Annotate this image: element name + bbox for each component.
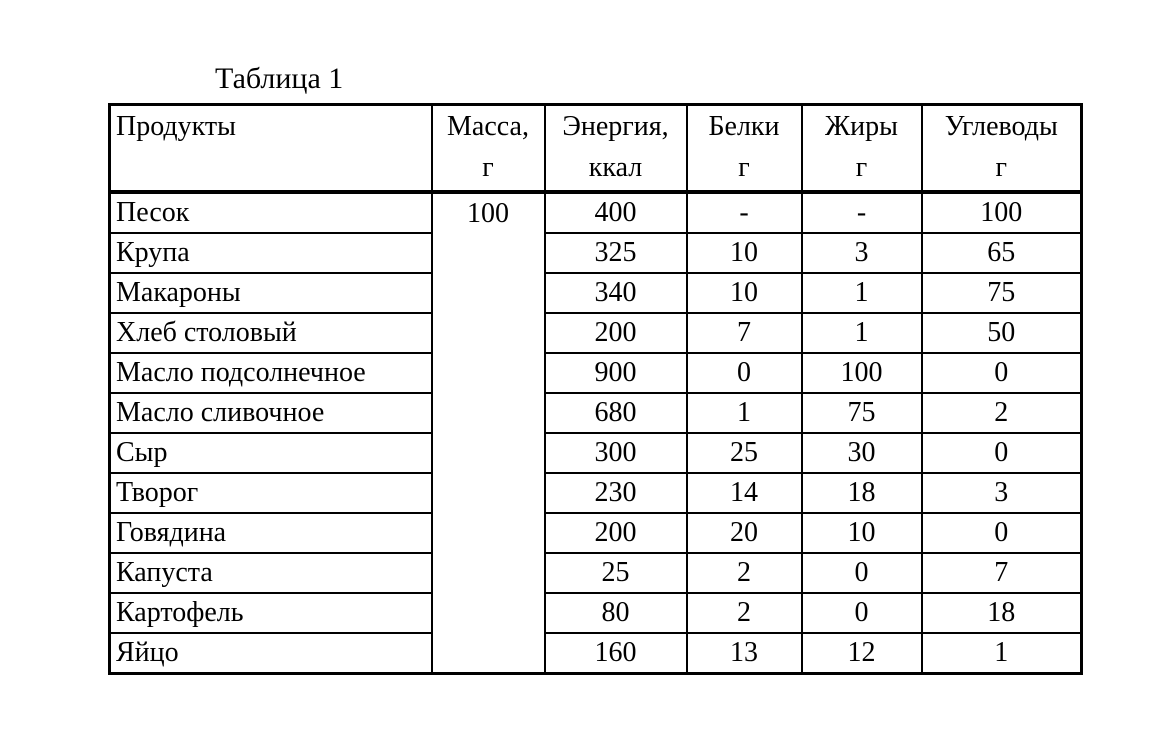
- cell-fat: 3: [802, 233, 922, 273]
- cell-fat: 0: [802, 593, 922, 633]
- cell-energy: 340: [545, 273, 687, 313]
- table-header: [110, 105, 1082, 193]
- cell-carbs: 18: [922, 593, 1082, 633]
- header-product: [110, 105, 432, 193]
- cell-protein: 13: [687, 633, 802, 674]
- header-carbs-line2: г: [995, 152, 1007, 183]
- header-fat: [802, 105, 922, 193]
- header-energy-line1: Энергия,: [562, 111, 669, 142]
- cell-energy: 230: [545, 473, 687, 513]
- cell-product: Картофель: [110, 593, 432, 633]
- header-mass-line2: г: [482, 152, 494, 183]
- cell-energy: 400: [545, 192, 687, 233]
- cell-carbs: 50: [922, 313, 1082, 353]
- cell-energy: 680: [545, 393, 687, 433]
- header-energy: [545, 105, 687, 193]
- cell-protein: 10: [687, 233, 802, 273]
- cell-product: Песок: [110, 192, 432, 233]
- cell-energy: 200: [545, 313, 687, 353]
- cell-product: Капуста: [110, 553, 432, 593]
- cell-product: Творог: [110, 473, 432, 513]
- cell-fat: 30: [802, 433, 922, 473]
- cell-protein: 0: [687, 353, 802, 393]
- table-row: [110, 393, 1082, 433]
- cell-carbs: 7: [922, 553, 1082, 593]
- cell-fat: 100: [802, 353, 922, 393]
- cell-energy: 300: [545, 433, 687, 473]
- table-row: [110, 513, 1082, 553]
- cell-protein: 20: [687, 513, 802, 553]
- header-fat-line2: г: [855, 152, 868, 183]
- cell-energy: 325: [545, 233, 687, 273]
- cell-mass-merged: 100: [432, 192, 545, 674]
- cell-carbs: 1: [922, 633, 1082, 674]
- cell-product: Хлеб столовый: [110, 313, 432, 353]
- cell-energy: 900: [545, 353, 687, 393]
- cell-carbs: 0: [922, 513, 1082, 553]
- cell-protein: 2: [687, 553, 802, 593]
- header-energy-line2: ккал: [588, 152, 643, 183]
- table-row: [110, 593, 1082, 633]
- cell-fat: 18: [802, 473, 922, 513]
- header-mass: [432, 105, 545, 193]
- cell-carbs: 65: [922, 233, 1082, 273]
- header-carbs: [922, 105, 1082, 193]
- cell-carbs: 75: [922, 273, 1082, 313]
- cell-product: Масло подсолнечное: [110, 353, 432, 393]
- header-mass-line1: Масса,: [447, 111, 529, 142]
- cell-fat: 0: [802, 553, 922, 593]
- header-protein-line1: Белки: [708, 111, 780, 142]
- table-row: [110, 273, 1082, 313]
- cell-protein: 10: [687, 273, 802, 313]
- cell-product: Говядина: [110, 513, 432, 553]
- cell-product: Яйцо: [110, 633, 432, 674]
- header-carbs-line1: Углеводы: [944, 111, 1058, 142]
- cell-carbs: 3: [922, 473, 1082, 513]
- cell-energy: 25: [545, 553, 687, 593]
- table-row: [110, 553, 1082, 593]
- header-row: [110, 105, 1082, 193]
- cell-fat: -: [802, 192, 922, 233]
- nutrition-table: [108, 103, 1083, 675]
- table-body: [110, 192, 1082, 674]
- cell-protein: 25: [687, 433, 802, 473]
- table-row: [110, 233, 1082, 273]
- header-protein: [687, 105, 802, 193]
- cell-product: Крупа: [110, 233, 432, 273]
- cell-fat: 1: [802, 273, 922, 313]
- cell-energy: 80: [545, 593, 687, 633]
- table-row: [110, 473, 1082, 513]
- table-title: Таблица 1: [215, 62, 344, 95]
- cell-energy: 160: [545, 633, 687, 674]
- cell-fat: 10: [802, 513, 922, 553]
- table-row: [110, 433, 1082, 473]
- table-row: [110, 192, 1082, 233]
- cell-product: Макароны: [110, 273, 432, 313]
- table-row: [110, 313, 1082, 353]
- header-product-line1: Продукты: [116, 111, 236, 142]
- cell-protein: 14: [687, 473, 802, 513]
- cell-protein: 2: [687, 593, 802, 633]
- cell-protein: -: [687, 192, 802, 233]
- cell-energy: 200: [545, 513, 687, 553]
- cell-carbs: 0: [922, 353, 1082, 393]
- cell-fat: 75: [802, 393, 922, 433]
- cell-protein: 7: [687, 313, 802, 353]
- cell-product: Сыр: [110, 433, 432, 473]
- cell-fat: 12: [802, 633, 922, 674]
- cell-carbs: 100: [922, 192, 1082, 233]
- cell-fat: 1: [802, 313, 922, 353]
- table-row: [110, 633, 1082, 674]
- cell-carbs: 2: [922, 393, 1082, 433]
- cell-carbs: 0: [922, 433, 1082, 473]
- header-protein-line2: г: [738, 152, 750, 183]
- cell-product: Масло сливочное: [110, 393, 432, 433]
- table-row: [110, 353, 1082, 393]
- header-fat-line1: Жиры: [825, 111, 898, 142]
- cell-protein: 1: [687, 393, 802, 433]
